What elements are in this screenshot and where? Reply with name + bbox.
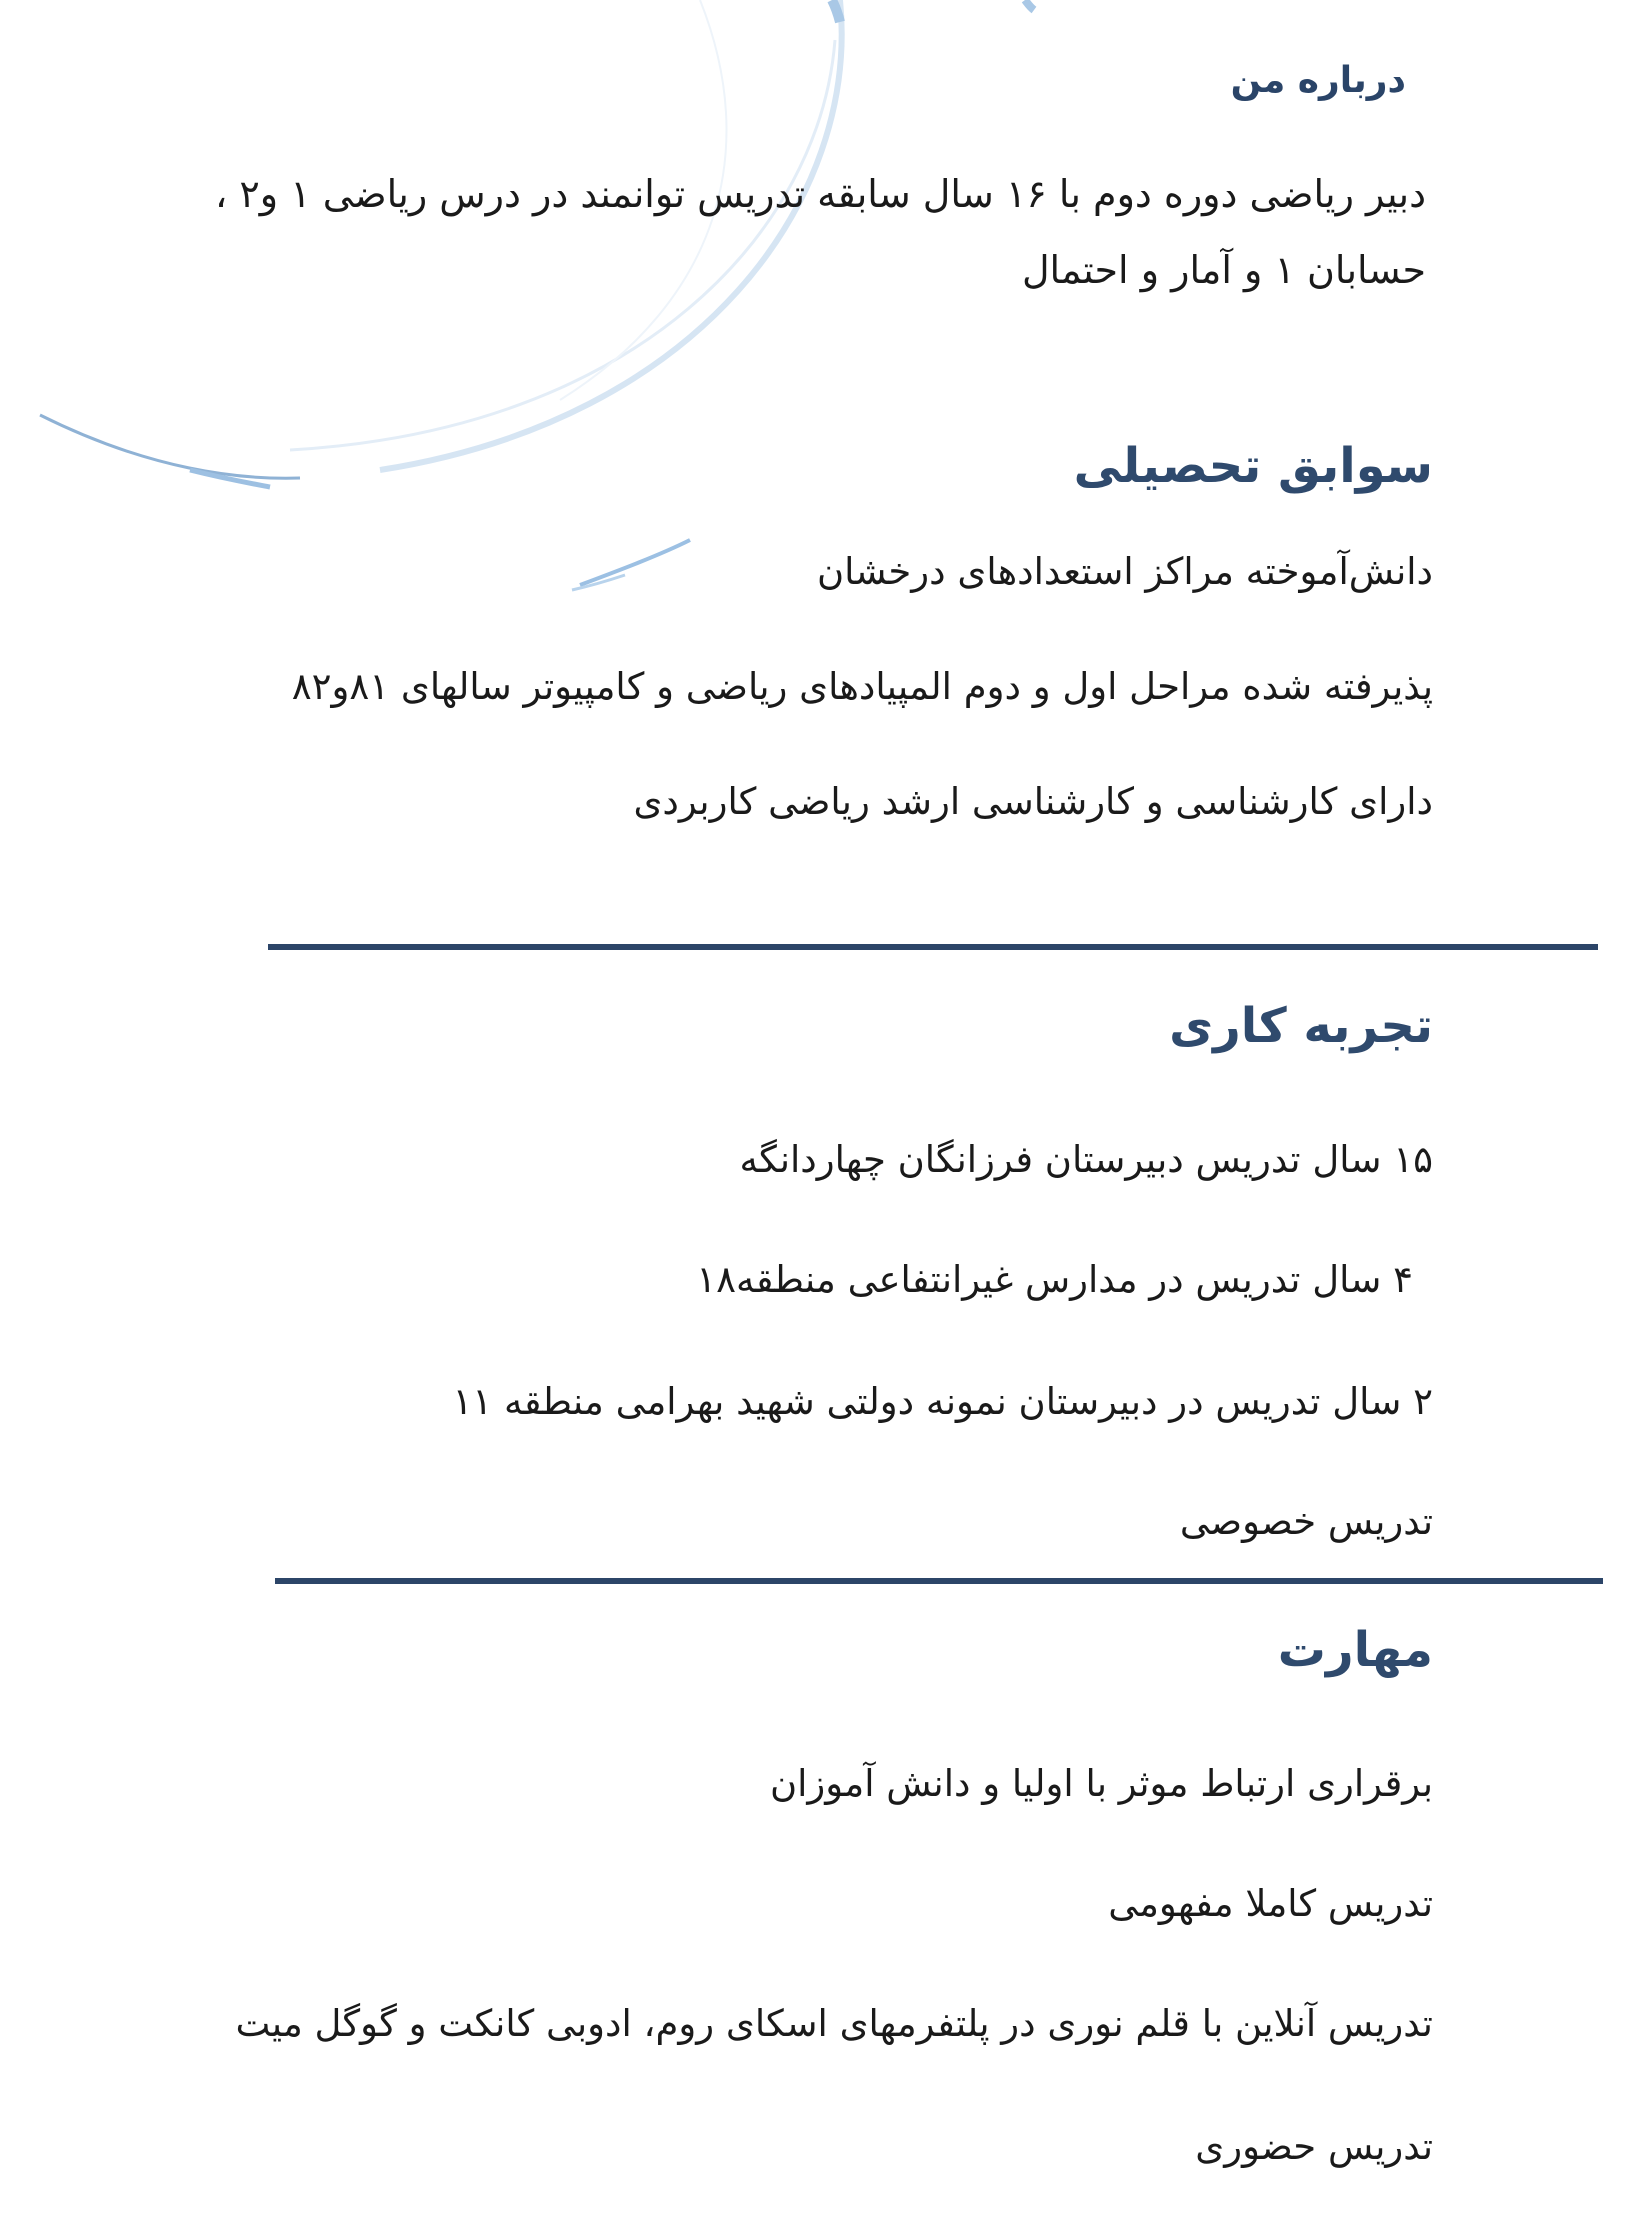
experience-item: تدریس خصوصی (1179, 1500, 1433, 1543)
decorative-swirl (0, 0, 1100, 620)
experience-title: تجربه کاری (1169, 998, 1433, 1054)
about-title: درباره من (1230, 60, 1406, 101)
about-text-line-2: حسابان ۱ و آمار و احتمال (1021, 248, 1426, 292)
skills-item: تدریس کاملا مفهومی (1108, 1882, 1433, 1925)
skills-item: برقراری ارتباط موثر با اولیا و دانش آموزان (769, 1762, 1433, 1805)
experience-item: ۲ سال تدریس در دبیرستان نمونه دولتی شهید بهرامی منطقه ۱۱ (452, 1380, 1433, 1423)
skills-item: تدریس آنلاین با قلم نوری در پلتفرمهای اسکای روم، ادوبی کانکت و گوگل میت (235, 2002, 1433, 2045)
experience-item: ۴ سال تدریس در مدارس غیرانتفاعی منطقه۱۸ (696, 1258, 1413, 1301)
skills-title: مهارت (1277, 1622, 1433, 1678)
section-divider (268, 944, 1598, 950)
education-title: سوابق تحصیلی (1073, 438, 1433, 494)
experience-item: ۱۵ سال تدریس دبیرستان فرزانگان چهاردانگه (739, 1138, 1433, 1181)
education-item: پذیرفته شده مراحل اول و دوم المپیادهای ریاضی و کامپیوتر سالهای ۸۱و۸۲ (291, 665, 1433, 708)
about-text-line-1: دبیر ریاضی دوره دوم با ۱۶ سال سابقه تدریس توانمند در درس ریاضی ۱ و۲ ، (215, 172, 1426, 216)
education-item: دارای کارشناسی و کارشناسی ارشد ریاضی کاربردی (633, 780, 1433, 823)
skills-item: تدریس حضوری (1195, 2125, 1433, 2168)
education-item: دانش‌آموخته مراکز استعدادهای درخشان (816, 550, 1433, 593)
section-divider (275, 1578, 1603, 1584)
